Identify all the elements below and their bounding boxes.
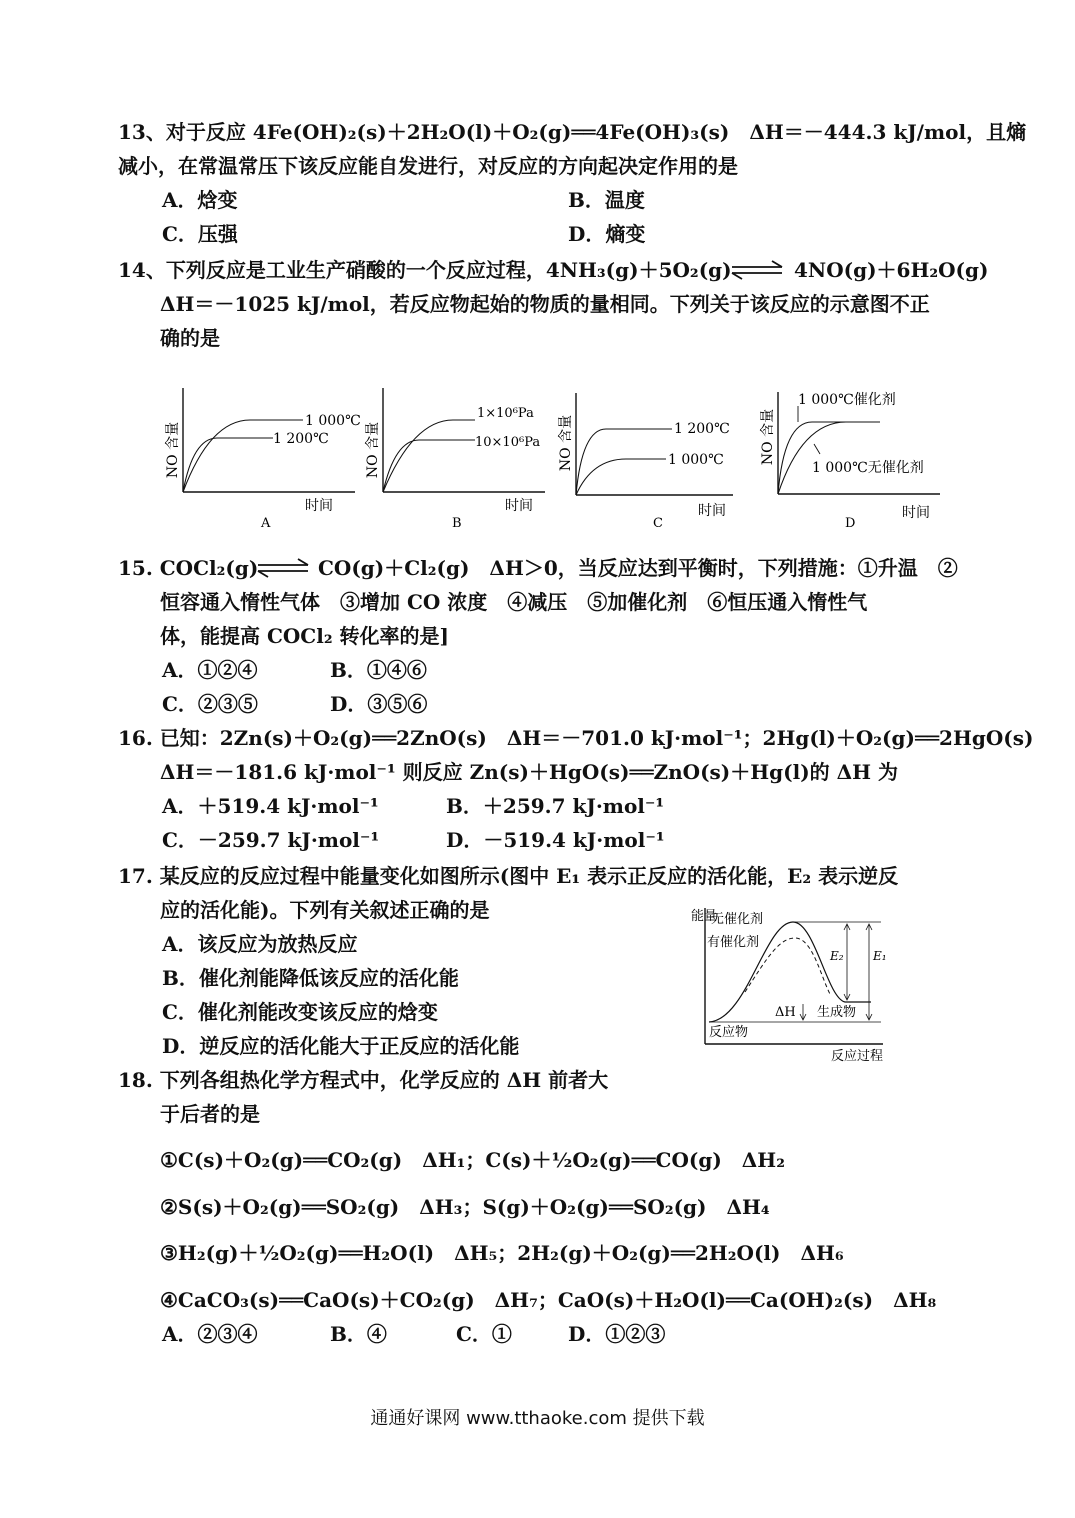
q15-line1b: CO(g)＋Cl₂(g) ΔH＞0，当反应达到平衡时，下列措施：①升温 ② xyxy=(318,556,958,580)
label-product: 生成物 xyxy=(817,1005,857,1020)
q17-option-c: C．催化剂能改变该反应的焓变 xyxy=(162,1000,438,1024)
q17-line1: 17. 某反应的反应过程中能量变化如图所示(图中 E₁ 表示正反应的活化能，E₂ 表示逆反 xyxy=(118,864,899,888)
graph-b-ylabel: NO 含量 xyxy=(365,421,381,479)
label-catalyst: 有催化剂 xyxy=(707,935,760,950)
q16-option-c: C．－259.7 kJ·mol⁻¹ xyxy=(162,828,380,852)
equilibrium-arrow-icon xyxy=(254,556,312,580)
q18-option-b: B．④ xyxy=(330,1322,387,1346)
q14-line1a: 14、下列反应是工业生产硝酸的一个反应过程，4NH₃(g)＋5O₂(g) xyxy=(118,258,732,282)
q18-eq1: ①C(s)＋O₂(g)══CO₂(g) ΔH₁；C(s)＋½O₂(g)══CO(g) ΔH₂ xyxy=(160,1148,785,1172)
q16-option-a: A．＋519.4 kJ·mol⁻¹ xyxy=(162,794,379,818)
label-e1: E₁ xyxy=(873,949,887,963)
energy-xlabel: 反应过程 xyxy=(831,1049,884,1064)
q18-line2: 于后者的是 xyxy=(160,1102,260,1126)
q18-option-a: A．②③④ xyxy=(162,1322,258,1346)
q16-option-b: B．＋259.7 kJ·mol⁻¹ xyxy=(446,794,665,818)
graph-a-label-1: 1 000℃ xyxy=(305,413,361,429)
q14-line3: 确的是 xyxy=(160,326,220,350)
q15-option-a: A．①②④ xyxy=(162,658,258,682)
graph-a-caption: A xyxy=(261,516,271,531)
graph-c-label-2: 1 000℃ xyxy=(668,452,724,468)
q15-option-c: C．②③⑤ xyxy=(162,692,258,716)
label-e2: E₂ xyxy=(830,949,844,963)
q14-line1b: 4NO(g)＋6H₂O(g) xyxy=(794,258,989,282)
q13-option-d: D．熵变 xyxy=(568,222,646,246)
q16-line1: 16. 已知：2Zn(s)＋O₂(g)══2ZnO(s) ΔH＝－701.0 kJ·mol⁻¹；2Hg(l)＋O₂(g)══2HgO(s) xyxy=(118,726,1034,750)
q18-option-c: C．① xyxy=(456,1322,512,1346)
q18-eq2: ②S(s)＋O₂(g)══SO₂(g) ΔH₃；S(g)＋O₂(g)══SO₂(g) ΔH₄ xyxy=(160,1195,770,1219)
graph-d-label-2: 1 000℃无催化剂 xyxy=(812,460,924,476)
q17-option-b: B．催化剂能降低该反应的活化能 xyxy=(162,966,459,990)
graph-c xyxy=(548,385,758,535)
q15-option-d: D．③⑤⑥ xyxy=(330,692,428,716)
label-no-catalyst: 无催化剂 xyxy=(711,912,764,927)
graph-c-caption: C xyxy=(653,516,663,531)
graph-b-xlabel: 时间 xyxy=(505,498,533,514)
graph-b-label-1: 1×10⁶Pa xyxy=(477,406,534,421)
graph-d-caption: D xyxy=(845,516,856,531)
q16-option-d: D．－519.4 kJ·mol⁻¹ xyxy=(446,828,665,852)
graph-c-ylabel: NO 含量 xyxy=(558,414,574,472)
graph-a xyxy=(155,380,365,535)
label-reactant: 反应物 xyxy=(709,1025,749,1040)
q13-option-b: B．温度 xyxy=(568,188,645,212)
energy-ylabel-1: 能量 xyxy=(691,909,718,924)
graph-a-label-2: 1 200℃ xyxy=(273,431,329,447)
q17-line2: 应的活化能)。下列有关叙述正确的是 xyxy=(160,898,490,922)
label-delta-h: ΔH xyxy=(775,1005,796,1020)
q15-line3: 体，能提高 COCl₂ 转化率的是] xyxy=(160,624,450,648)
graph-b-caption: B xyxy=(452,516,462,531)
q16-line2: ΔH＝－181.6 kJ·mol⁻¹ 则反应 Zn(s)＋HgO(s)══ZnO(s)＋Hg(l)的 ΔH 为 xyxy=(160,760,899,784)
graph-c-xlabel: 时间 xyxy=(698,503,726,519)
q15-line2: 恒容通入惰性气体 ③增加 CO 浓度 ④减压 ⑤加催化剂 ⑥恒压通入惰性气 xyxy=(160,590,868,614)
q17-option-a: A．该反应为放热反应 xyxy=(162,932,358,956)
q18-line1: 18. 下列各组热化学方程式中，化学反应的 ΔH 前者大 xyxy=(118,1068,609,1092)
graph-a-ylabel: NO 含量 xyxy=(165,421,181,479)
graph-a-xlabel: 时间 xyxy=(305,498,333,514)
q17-option-d: D．逆反应的活化能大于正反应的活化能 xyxy=(162,1034,520,1058)
equilibrium-arrow-icon xyxy=(728,258,786,282)
page-footer: 通通好课网 www.tthaoke.com 提供下载 xyxy=(370,1408,705,1429)
q13-option-c: C．压强 xyxy=(162,222,238,246)
graph-d-label-1: 1 000℃催化剂 xyxy=(798,392,896,408)
graph-b-label-2: 10×10⁶Pa xyxy=(475,435,541,450)
graph-b xyxy=(355,380,565,535)
graph-d-ylabel: NO 含量 xyxy=(760,408,776,466)
q18-option-d: D．①②③ xyxy=(568,1322,666,1346)
graph-d xyxy=(750,382,950,534)
q18-eq4: ④CaCO₃(s)══CaO(s)＋CO₂(g) ΔH₇；CaO(s)＋H₂O(l)══Ca(OH)₂(s) ΔH₈ xyxy=(160,1288,937,1312)
q14-line2: ΔH＝－1025 kJ/mol，若反应物起始的物质的量相同。下列关于该反应的示意图不正 xyxy=(160,292,930,316)
q15-option-b: B．①④⑥ xyxy=(330,658,427,682)
q13-line1: 13、对于反应 4Fe(OH)₂(s)＋2H₂O(l)＋O₂(g)══4Fe(OH)₃(s) ΔH＝－444.3 kJ/mol，且熵 xyxy=(118,120,1027,144)
graph-d-xlabel: 时间 xyxy=(902,505,930,521)
q18-eq3: ③H₂(g)＋½O₂(g)══H₂O(l) ΔH₅；2H₂(g)＋O₂(g)══2H₂O(l) ΔH₆ xyxy=(160,1241,844,1265)
q15-line1a: 15. COCl₂(g) xyxy=(118,556,259,580)
energy-diagram xyxy=(675,898,900,1066)
graph-c-label-1: 1 200℃ xyxy=(674,421,730,437)
q13-option-a: A．焓变 xyxy=(162,188,238,212)
q13-line2: 减小，在常温常压下该反应能自发进行，对反应的方向起决定作用的是 xyxy=(118,154,738,178)
